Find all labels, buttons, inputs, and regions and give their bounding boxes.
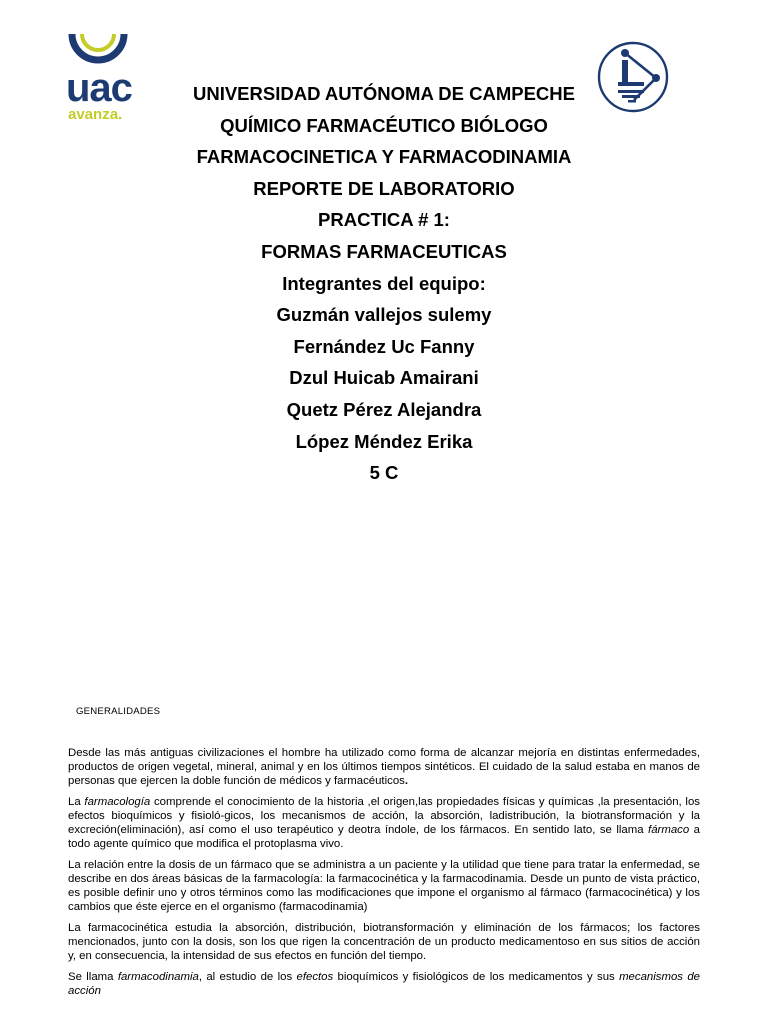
practice-title: FORMAS FARMACEUTICAS xyxy=(261,240,507,262)
cover-title-block xyxy=(0,78,768,489)
term-mecanismos-de-accion: mecanismos de acción xyxy=(68,971,700,997)
team-member: López Méndez Erika xyxy=(295,430,473,452)
paragraph-intro-text: Desde las más antiguas civilizaciones el hombre ha utilizado como forma de alcanzar mejoría en distintas enfermedades, productos de origen vegetal, mineral, animal y en los últimos tiempos sintéticos. El cuidado de la salud estaba en manos de personas que ejercen la doble función de médicos y farmacéuticos xyxy=(68,747,700,787)
document-body xyxy=(68,705,700,1005)
term-farmaco: fármaco xyxy=(648,824,690,836)
paragraph-intro-end: . xyxy=(404,775,409,787)
section-heading: GENERALIDADES xyxy=(76,706,161,717)
text-run: , al estudio de los xyxy=(198,971,297,983)
text-run: comprende el conocimiento de la historia ,el origen,las propiedades físicas y químicas ,la presentación, los efectos bioquímicos y fisioló-gicos, los mecanismos de acción, la absorción, ladistribución, la biotransformación y la excreción(eliminación), así como el uso terapéutico y deotra índole, de los fármacos. En sentido lato, se llama xyxy=(68,796,700,836)
team-label: Integrantes del equipo: xyxy=(282,272,486,294)
paragraph-intro xyxy=(68,746,700,788)
practice-number: PRACTICA # 1: xyxy=(318,209,450,231)
paragraph-farmacodinamia xyxy=(68,970,700,998)
team-member: Fernández Uc Fanny xyxy=(293,335,475,357)
text-run: a todo agente químico que modifica el protoplasma vivo. xyxy=(68,824,700,850)
paragraph-farmacologia xyxy=(68,795,700,851)
uac-arc-icon xyxy=(66,30,130,70)
uac-logo-tagline: avanza. xyxy=(68,106,123,123)
term-efectos: efectos xyxy=(296,971,334,983)
team-member: Guzmán vallejos sulemy xyxy=(276,304,492,326)
university-name: UNIVERSIDAD AUTÓNOMA DE CAMPECHE xyxy=(192,83,575,104)
term-farmacologia: farmacología xyxy=(84,796,151,808)
team-member: Quetz Pérez Alejandra xyxy=(286,398,482,420)
text-run: La xyxy=(68,796,85,808)
term-farmacodinamia: farmacodinamia xyxy=(117,971,199,983)
paragraph-farmacocinetica: La farmacocinética estudia la absorción, distribución, biotransformación y eliminación de los fármacos; los factores mencionados, junto con la dosis, son los que rigen la concentración de un producto medicamentoso en sus sitios de acción y, en consecuencia, la intensidad de sus efectos en función del tiempo. xyxy=(68,922,700,962)
text-run: Se llama xyxy=(68,971,118,983)
group-label: 5 C xyxy=(369,462,399,484)
text-run: bioquímicos y fisiológicos de los medicamentos y sus xyxy=(333,971,620,983)
team-member: Dzul Huicab Amairani xyxy=(289,367,479,389)
uac-logo-text: uac xyxy=(66,66,132,110)
report-type: REPORTE DE LABORATORIO xyxy=(253,177,515,199)
course-name: FARMACOCINETICA Y FARMACODINAMIA xyxy=(196,146,572,168)
paragraph-relacion: La relación entre la dosis de un fármaco que se administra a un paciente y la utilidad que tiene para tratar la enfermedad, se describe en dos áreas básicas de la farmacología: la farmacocinética y la farmacodinamia. Desde un punto de vista práctico, es posible definir uno y otros términos como las modificaciones que impone el organismo al fármaco (farmacocinética) y los cambios que éste ejerce en el organismo (farmacodinamia) xyxy=(68,859,700,913)
program-name: QUÍMICO FARMACÉUTICO BIÓLOGO xyxy=(220,114,548,136)
